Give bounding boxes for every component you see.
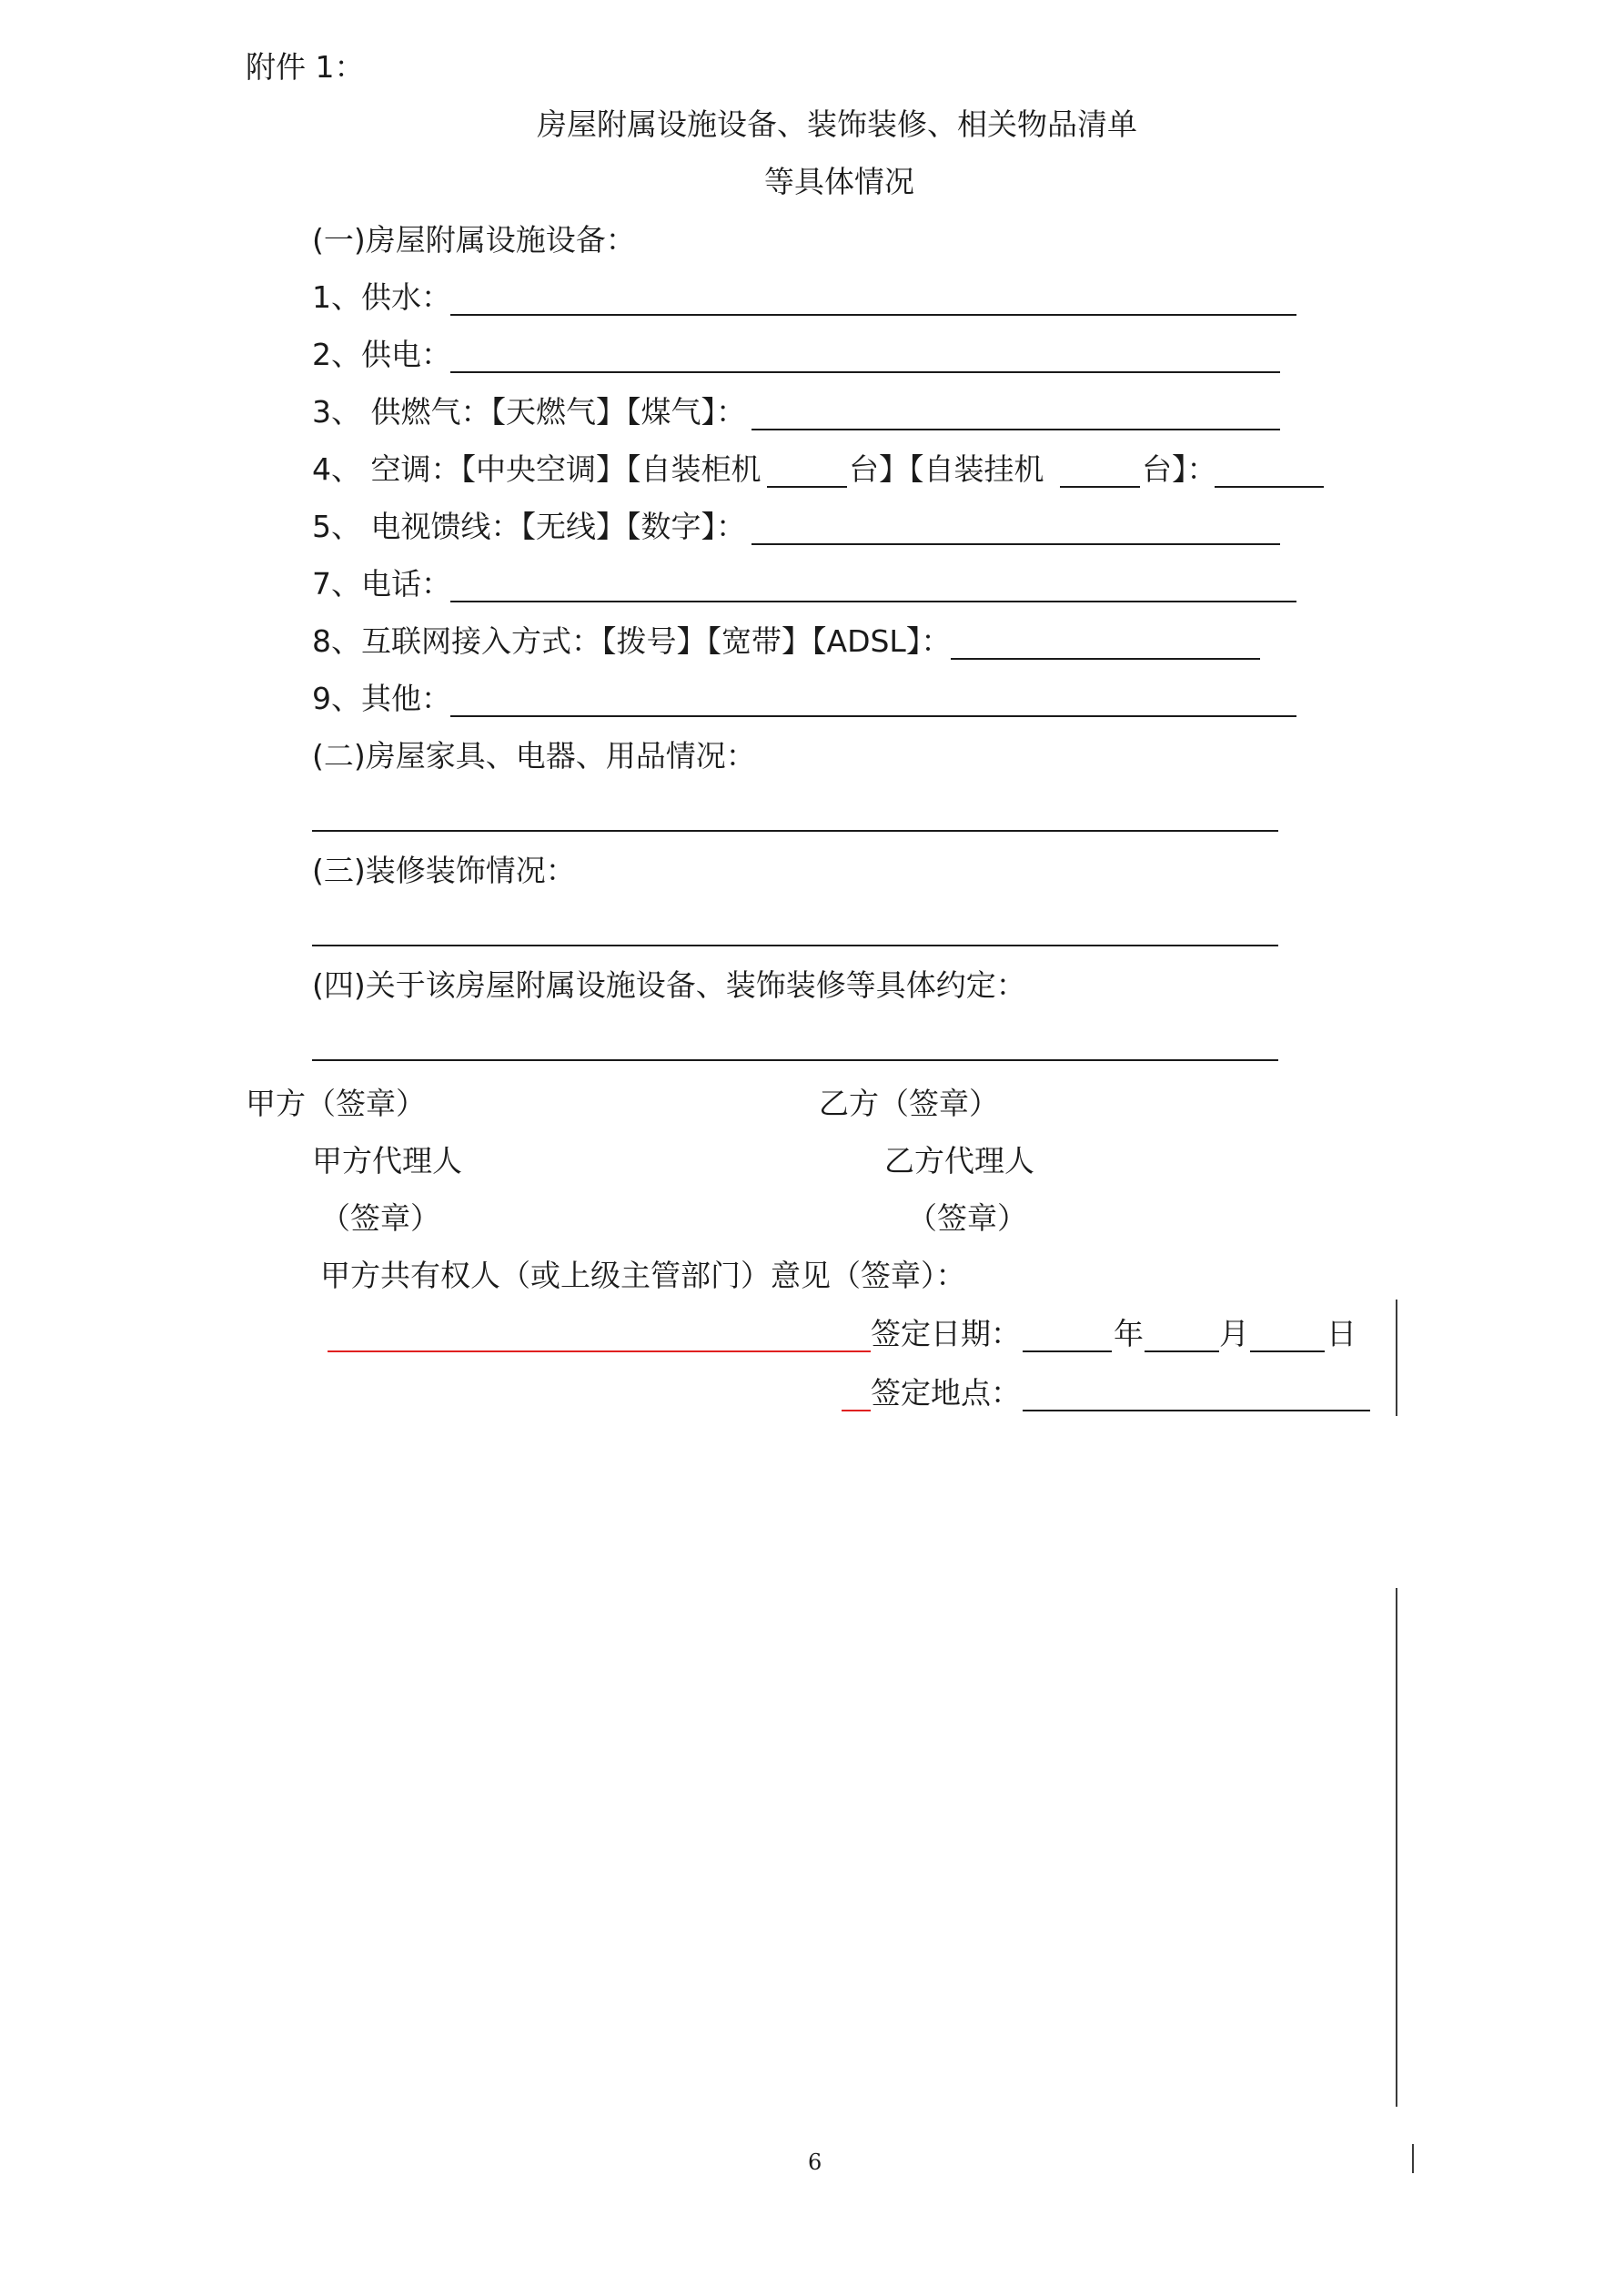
item-phone-blank[interactable] bbox=[450, 601, 1296, 602]
sign-year-unit: 年 bbox=[1114, 1316, 1144, 1351]
item-gas-label: 3、 供燃气：【天燃气】【煤气】： bbox=[312, 394, 746, 430]
item-ac-blank[interactable] bbox=[1215, 486, 1324, 488]
item-ac-wall-unit: 台】： bbox=[1142, 451, 1217, 487]
item-ac-wall-count-blank[interactable] bbox=[1060, 486, 1140, 488]
sign-month-unit: 月 bbox=[1219, 1316, 1249, 1351]
party-a-agent-seal: （签章） bbox=[320, 1200, 440, 1236]
item-water-label: 1、供水： bbox=[312, 279, 451, 315]
margin-bar-top bbox=[1396, 1300, 1397, 1416]
attachment-label: 附件 1： bbox=[246, 49, 365, 85]
party-a-agent: 甲方代理人 bbox=[312, 1143, 462, 1178]
sign-month-blank[interactable] bbox=[1145, 1350, 1219, 1352]
sign-place-label: 签定地点： bbox=[871, 1375, 1021, 1411]
item-tv-label: 5、 电视馈线：【无线】【数字】： bbox=[312, 509, 746, 544]
co-owner-opinion: 甲方共有权人（或上级主管部门）意见（签章）： bbox=[320, 1258, 966, 1293]
page-number: 6 bbox=[808, 2149, 822, 2175]
title-line-1: 房屋附属设施设备、装饰装修、相关物品清单 bbox=[537, 106, 1137, 142]
item-other-blank[interactable] bbox=[450, 715, 1296, 717]
section4-blank[interactable] bbox=[312, 1059, 1278, 1061]
item-power-blank[interactable] bbox=[450, 371, 1280, 373]
item-water-blank[interactable] bbox=[450, 314, 1296, 316]
item-tv-blank[interactable] bbox=[751, 543, 1280, 545]
item-internet-label: 8、互联网接入方式：【拨号】【宽带】【ADSL】： bbox=[312, 623, 952, 659]
sign-date-label: 签定日期： bbox=[871, 1316, 1021, 1351]
margin-bar-bottom bbox=[1396, 1588, 1397, 2107]
item-ac-label: 4、 空调：【中央空调】【自装柜机 bbox=[312, 451, 762, 487]
title-line-2: 等具体情况 bbox=[764, 164, 914, 199]
item-phone-label: 7、电话： bbox=[312, 566, 451, 602]
section2-heading: (二)房屋家具、电器、用品情况： bbox=[312, 738, 756, 774]
sign-year-blank[interactable] bbox=[1023, 1350, 1112, 1352]
sign-place-blank[interactable] bbox=[1023, 1410, 1370, 1411]
item-ac-cabinet-unit: 台】【自装挂机 bbox=[849, 451, 1044, 487]
party-a-seal: 甲方（签章） bbox=[246, 1086, 426, 1121]
item-ac-cabinet-count-blank[interactable] bbox=[767, 486, 847, 488]
item-gas-blank[interactable] bbox=[751, 429, 1280, 430]
party-b-agent: 乙方代理人 bbox=[884, 1143, 1034, 1178]
section1-heading: (一)房屋附属设施设备： bbox=[312, 222, 636, 258]
co-owner-signature-line[interactable] bbox=[328, 1350, 871, 1352]
item-internet-blank[interactable] bbox=[951, 658, 1260, 660]
margin-bar-footer bbox=[1412, 2144, 1414, 2173]
item-power-label: 2、供电： bbox=[312, 337, 451, 372]
section3-blank[interactable] bbox=[312, 945, 1278, 946]
sign-day-blank[interactable] bbox=[1250, 1350, 1325, 1352]
party-b-agent-seal: （签章） bbox=[907, 1200, 1027, 1236]
section3-heading: (三)装修装饰情况： bbox=[312, 853, 576, 888]
sign-day-unit: 日 bbox=[1326, 1316, 1357, 1351]
party-b-seal: 乙方（签章） bbox=[819, 1086, 999, 1121]
section4-heading: (四)关于该房屋附属设施设备、装饰装修等具体约定： bbox=[312, 967, 1026, 1003]
red-mark-line bbox=[842, 1410, 871, 1411]
section2-blank[interactable] bbox=[312, 830, 1278, 832]
item-other-label: 9、其他： bbox=[312, 681, 451, 716]
